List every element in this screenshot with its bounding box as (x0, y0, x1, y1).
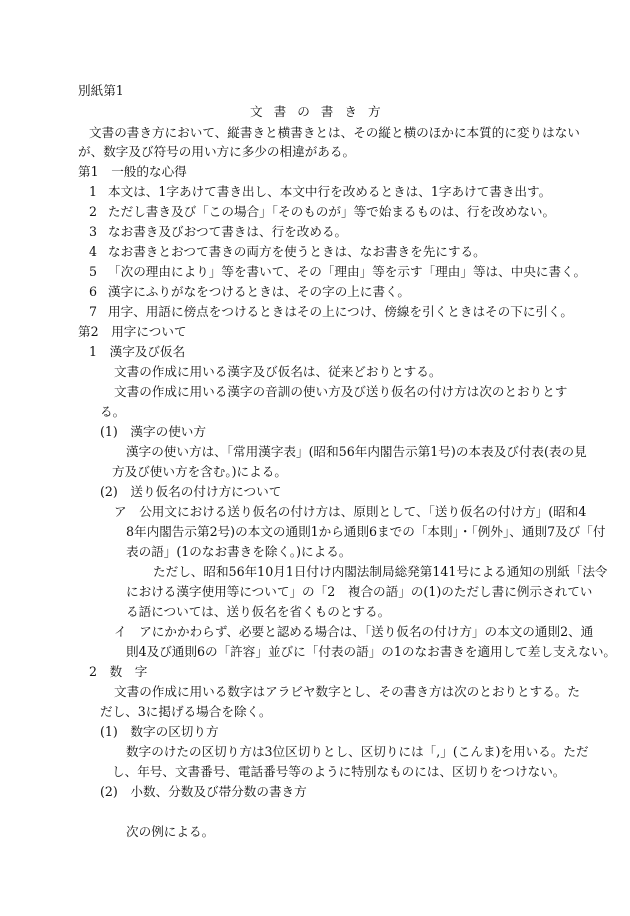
section1-item-6-num: 6 (89, 284, 98, 299)
section1-item-1-text: 本文は、1字あけて書き出し、本文中行を改めるときは、1字あけて書き出す。 (108, 184, 552, 199)
section1-item-3-text: なお書き及びおつて書きは、行を改める。 (108, 224, 348, 239)
numbers-paragraph-line-1: 文書の作成に用いる数字はアラビヤ数字とし、その書き方は次のとおりとする。た (114, 684, 580, 699)
okurigana-a-line-1: ア 公用文における送り仮名の付け方は、原則として、「送り仮名の付け方」(昭和4 (114, 504, 587, 519)
okurigana-note-line-1: ただし、昭和56年10月1日付け内閣法制局総発第141号による通知の別紙「法令 (153, 564, 608, 579)
digit-grouping-line-1: 数字のけたの区切り方は3位区切りとし、区切りには「,」(こんま)を用いる。ただ (126, 744, 589, 759)
section1-item-4-num: 4 (89, 244, 98, 259)
section2-sub2-heading: 2 数 字 (89, 664, 148, 679)
section1-heading: 第1 一般的な心得 (78, 164, 187, 179)
okurigana-note-line-2: における漢字使用等について」の「2 複合の語」の(1)のただし書に例示されてい (126, 584, 593, 599)
decimals-fractions-heading: (2) 小数、分数及び帯分数の書き方 (100, 784, 307, 799)
example-text: 次の例による。 (126, 824, 215, 839)
kanji-usage-heading: (1) 漢字の使い方 (100, 424, 206, 439)
section2-sub1-heading: 1 漢字及び仮名 (89, 344, 186, 359)
okurigana-note-line-3: る語については、送り仮名を省くものとする。 (126, 604, 391, 619)
section1-item-6-text: 漢字にふりがなをつけるときは、その字の上に書く。 (108, 284, 410, 299)
section1-item-5-text: 「次の理由により」等を書いて、その「理由」等を示す「理由」等は、中央に書く。 (108, 264, 587, 279)
section1-item-7-num: 7 (89, 304, 98, 319)
section1-item-5-num: 5 (89, 264, 98, 279)
section2-sub1-paragraph-1: 文書の作成に用いる漢字及び仮名は、従来どおりとする。 (114, 364, 442, 379)
document-title: 文書の書き方 (250, 104, 392, 119)
section1-item-7-text: 用字、用語に傍点をつけるときはその上につけ、傍線を引くときはその下に引く。 (108, 304, 573, 319)
digit-grouping-line-2: し、年号、文書番号、電話番号等のように特別なものには、区切りをつけない。 (112, 764, 566, 779)
section1-item-2-text: ただし書き及び「この場合」「そのものが」等で始まるものは、行を改めない。 (108, 204, 556, 219)
okurigana-heading: (2) 送り仮名の付け方について (100, 484, 282, 499)
okurigana-a-line-3: 表の語」(1のなお書きを除く。)による。 (126, 544, 352, 559)
section2-heading: 第2 用字について (78, 324, 187, 339)
section2-sub1-paragraph-2-line-2: る。 (100, 404, 126, 419)
section1-item-3-num: 3 (89, 224, 98, 239)
okurigana-i-line-1: イ アにかかわらず、必要と認める場合は、「送り仮名の付け方」の本文の通則2、通 (114, 624, 594, 639)
digit-grouping-heading: (1) 数字の区切り方 (100, 724, 219, 739)
intro-line-1: 文書の書き方において、縦書きと横書きとは、その縦と横のほかに本質的に変りはない (89, 125, 580, 140)
numbers-paragraph-line-2: だし、3に掲げる場合を除く。 (100, 704, 272, 719)
section1-item-2-num: 2 (89, 204, 98, 219)
intro-line-2: が、数字及び符号の用い方に多少の相違がある。 (78, 144, 356, 159)
kanji-usage-line-1: 漢字の使い方は、「常用漢字表」(昭和56年内閣告示第1号)の本表及び付表(表の見 (126, 444, 587, 459)
section1-item-4-text: なお書きとおつて書きの両方を使うときは、なお書きを先にする。 (108, 244, 486, 259)
okurigana-a-line-2: 8年内閣告示第2号)の本文の通則1から通則6までの「本則」・「例外」、通則7及び「付 (126, 524, 606, 539)
section1-item-1-num: 1 (89, 184, 98, 199)
kanji-usage-line-2: 方及び使い方を含む。)による。 (112, 464, 287, 479)
attachment-label: 別紙第1 (78, 83, 124, 98)
section2-sub1-paragraph-2-line-1: 文書の作成に用いる漢字の音訓の使い方及び送り仮名の付け方は次のとおりとす (114, 384, 568, 399)
okurigana-i-line-2: 則4及び通則6の「許容」並びに「付表の語」の1のなお書きを適用して差し支えない。 (126, 644, 617, 659)
